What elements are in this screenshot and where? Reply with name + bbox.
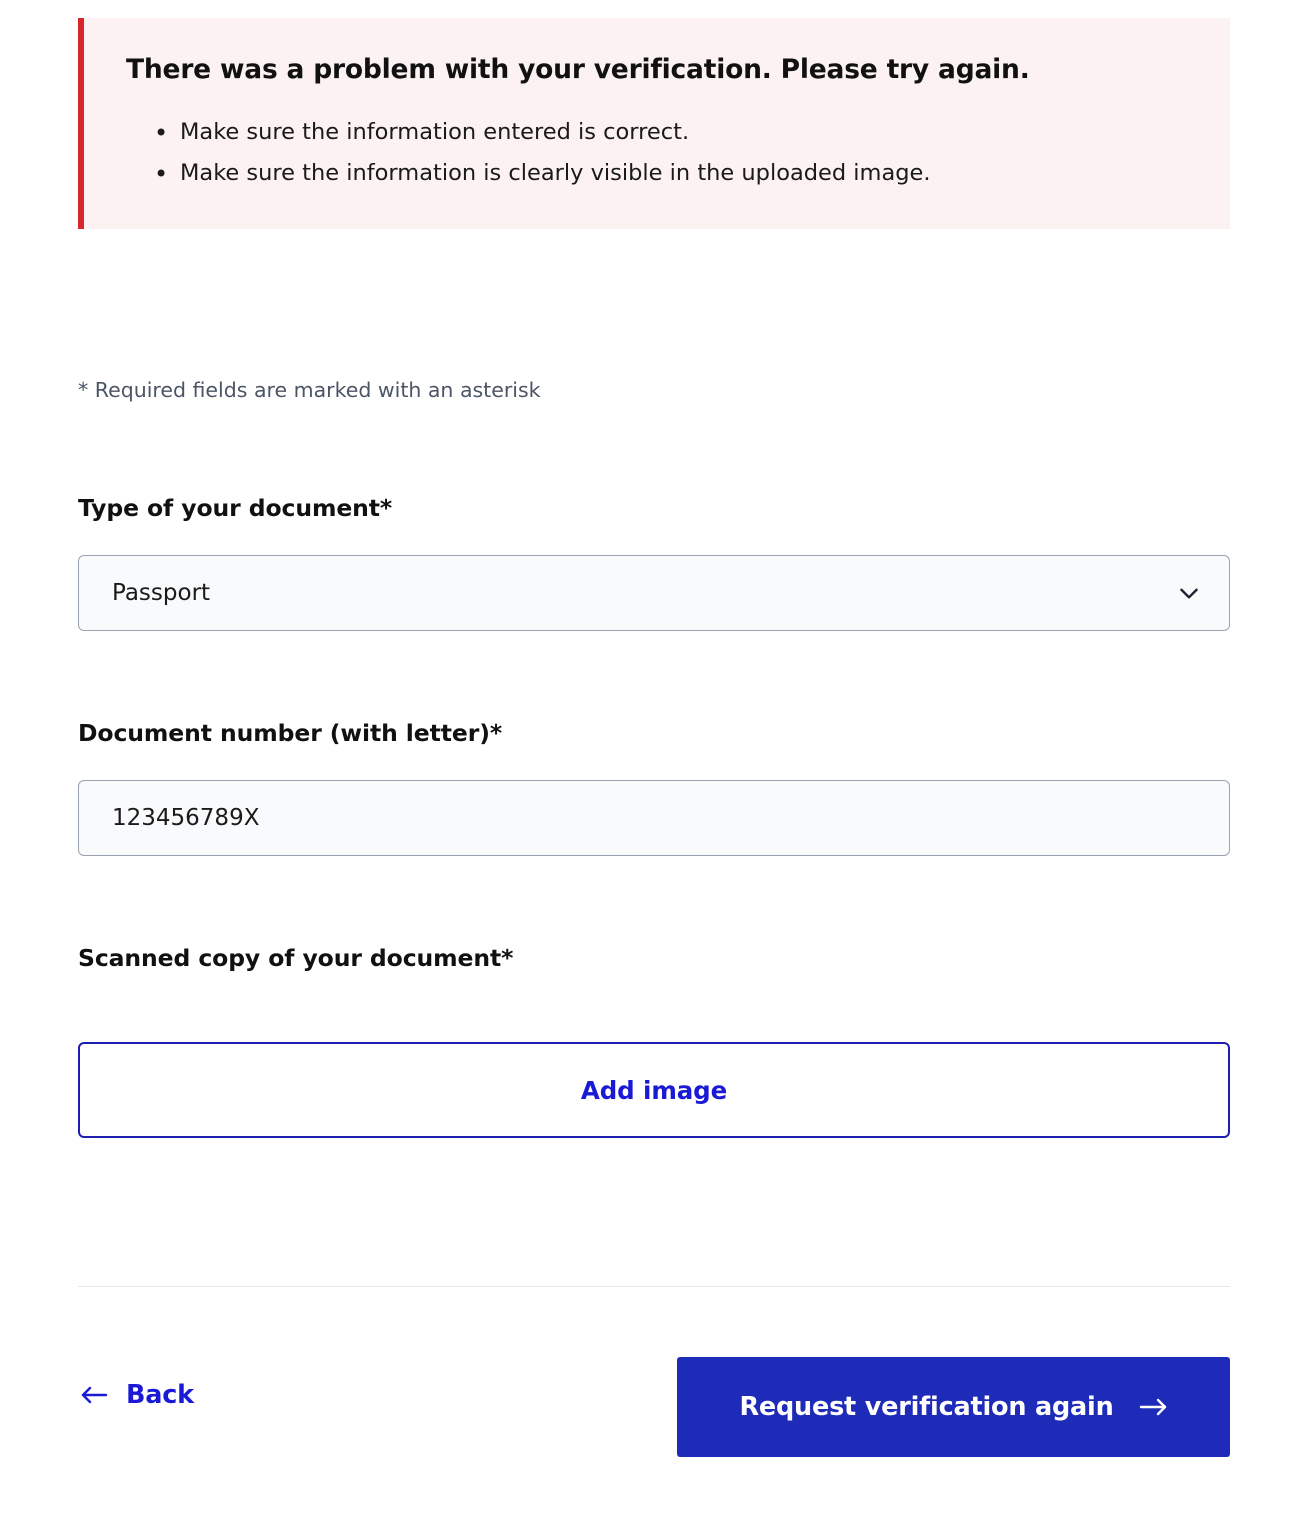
add-image-button[interactable]: Add image [78, 1042, 1230, 1138]
document-type-select-wrap[interactable] [78, 555, 1230, 631]
field-spacer [78, 856, 1230, 944]
required-fields-note: * Required fields are marked with an asterisk [78, 378, 541, 402]
error-hint-list [126, 112, 1190, 195]
verification-form [78, 494, 1230, 1138]
error-title: There was a problem with your verification. Please try again. [126, 54, 1030, 85]
document-number-label: Document number (with letter)* [78, 719, 503, 747]
list-item: • Make sure the information entered is correct. [154, 112, 1190, 154]
scanned-copy-label: Scanned copy of your document* [78, 944, 514, 972]
document-number-input[interactable] [78, 780, 1230, 856]
error-banner [78, 18, 1230, 229]
back-button-label: Back [126, 1380, 194, 1410]
document-type-select[interactable]: Passport [78, 555, 1230, 631]
document-type-label: Type of your document* [78, 494, 393, 522]
list-item: • Make sure the information is clearly visible in the uploaded image. [154, 153, 1190, 195]
field-spacer [78, 631, 1230, 719]
request-verification-again-button[interactable] [677, 1357, 1230, 1457]
arrow-left-icon [80, 1384, 108, 1406]
arrow-right-icon [1138, 1396, 1168, 1418]
submit-button-label: Request verification again [739, 1392, 1114, 1422]
footer-divider [78, 1286, 1230, 1287]
back-button[interactable] [80, 1380, 194, 1410]
